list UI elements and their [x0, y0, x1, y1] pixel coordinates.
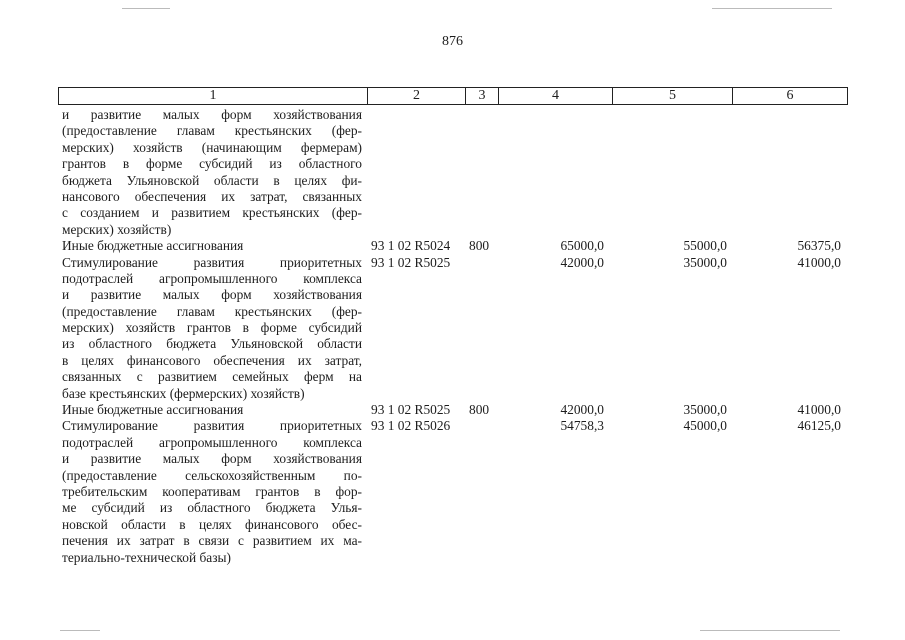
description-line: связанных с развитием семейных ферм на — [62, 369, 362, 385]
row-description — [62, 418, 362, 566]
value-col-5: 35000,0 — [683, 402, 727, 418]
row-description — [62, 402, 362, 418]
table-row — [62, 238, 852, 254]
column-header-row — [58, 87, 848, 105]
description-line: (предоставление сельскохозяйственным по- — [62, 467, 362, 483]
description-line: мерских) хозяйств грантов в форме субсидий — [62, 320, 362, 336]
description-line: нансового обеспечения их затрат, связанных — [62, 188, 362, 204]
column-header-6: 6 — [786, 88, 794, 103]
value-col-5: 45000,0 — [683, 418, 727, 434]
column-header-4: 4 — [499, 88, 613, 104]
table-row — [62, 255, 852, 403]
row-description — [62, 107, 362, 238]
value-col-6: 46125,0 — [797, 418, 841, 434]
value-col-6: 41000,0 — [797, 402, 841, 418]
row-description — [62, 255, 362, 403]
value-col-4: 42000,0 — [560, 402, 604, 418]
description-line: подотраслей агропромышленного комплекса — [62, 270, 362, 286]
table-row — [62, 402, 852, 418]
value-col-4: 54758,3 — [560, 418, 604, 434]
description-line: и развитие малых форм хозяйствования — [62, 287, 362, 303]
table-body — [62, 107, 852, 566]
value-col-5: 55000,0 — [683, 238, 727, 254]
description-line: (предоставление главам крестьянских (фер- — [62, 123, 362, 139]
row-description — [62, 238, 362, 254]
budget-code: 93 1 02 R5025 — [371, 402, 451, 418]
description-line: ме субсидий из областного бюджета Улья- — [62, 500, 362, 516]
column-header-5: 5 — [613, 88, 733, 104]
value-col-4: 65000,0 — [560, 238, 604, 254]
description-line: (предоставление главам крестьянских (фер- — [62, 303, 362, 319]
description-line: бюджета Ульяновской области в целях фи- — [62, 172, 362, 188]
description-line: Иные бюджетные ассигнования — [62, 402, 244, 418]
description-line: новской области в целях финансового обес- — [62, 516, 362, 532]
scan-speck — [700, 630, 840, 631]
budget-code: 93 1 02 R5025 — [371, 254, 451, 270]
value-col-5: 35000,0 — [683, 254, 727, 270]
description-line: базе крестьянских (фермерских) хозяйств) — [62, 385, 305, 401]
description-line: в целях финансового обеспечения их затрат, — [62, 352, 362, 368]
description-line: из областного бюджета Ульяновской области — [62, 336, 362, 352]
scan-speck — [712, 8, 832, 9]
value-col-4: 42000,0 — [560, 254, 604, 270]
description-line: Иные бюджетные ассигнования — [62, 238, 244, 254]
table-row — [62, 418, 852, 566]
scan-speck — [60, 630, 100, 631]
description-line: с созданием и развитием крестьянских (фер- — [62, 205, 362, 221]
description-line: и развитие малых форм хозяйствования — [62, 107, 362, 122]
expense-type: 800 — [469, 238, 490, 254]
table-row — [62, 107, 852, 238]
description-line: печения их затрат в связи с развитием их ма- — [62, 533, 362, 549]
budget-code: 93 1 02 R5026 — [371, 418, 451, 434]
page-number: 876 — [442, 34, 463, 49]
description-line: мерских) хозяйств) — [62, 221, 172, 237]
description-line: требительским кооперативам грантов в фор- — [62, 483, 362, 499]
description-line: и развитие малых форм хозяйствования — [62, 451, 362, 467]
column-header-1: 1 — [59, 88, 368, 104]
scan-speck — [122, 8, 170, 9]
budget-code: 93 1 02 R5024 — [371, 238, 451, 254]
column-header-3: 3 — [466, 88, 499, 104]
description-line: мерских) хозяйств (начинающим фермерам) — [62, 139, 362, 155]
value-col-6: 56375,0 — [797, 238, 841, 254]
description-line: грантов в форме субсидий из областного — [62, 156, 362, 172]
value-col-6: 41000,0 — [797, 254, 841, 270]
description-line: Стимулирование развития приоритетных — [62, 254, 362, 270]
description-line: подотраслей агропромышленного комплекса — [62, 434, 362, 450]
expense-type: 800 — [469, 402, 490, 418]
column-header-2: 2 — [368, 88, 466, 104]
description-line: териально-технической базы) — [62, 549, 231, 565]
description-line: Стимулирование развития приоритетных — [62, 418, 362, 434]
